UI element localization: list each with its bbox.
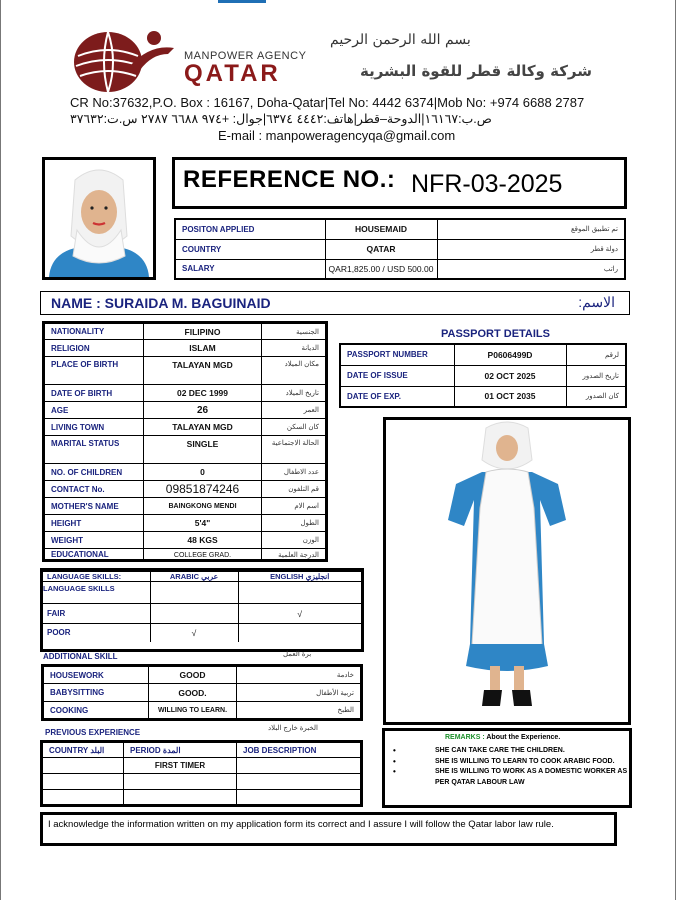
education-label: EDUCATIONAL: [44, 549, 144, 561]
poor-english-check: [238, 624, 361, 642]
nationality-value: FILIPINO: [144, 323, 262, 340]
expiry-date-arabic: كان الصدور: [566, 386, 626, 407]
weight-arabic: الوزن: [262, 532, 327, 549]
poor-arabic-check: √: [150, 624, 238, 642]
age-label: AGE: [44, 402, 144, 419]
table-row: [340, 344, 626, 365]
name-bar: [40, 291, 630, 315]
birthplace-arabic: مكان الميلاد: [262, 357, 327, 385]
issue-date-label: DATE OF ISSUE: [340, 365, 454, 386]
passport-number-label: PASSPORT NUMBER: [340, 344, 454, 365]
issue-date-arabic: تاريخ الصدور: [566, 365, 626, 386]
table-row: [44, 532, 327, 549]
position-table: [174, 218, 626, 280]
bismillah-text: بسم الله الرحمن الرحيم: [330, 32, 471, 48]
height-arabic: الطول: [262, 515, 327, 532]
table-row: [175, 219, 625, 239]
country-column-header: COUNTRY البلد: [42, 742, 124, 758]
country-label: COUNTRY: [175, 239, 325, 259]
table-row: [42, 774, 362, 790]
remarks-box: [382, 728, 632, 808]
additional-skill-label: ADDITIONAL SKILL: [43, 652, 118, 661]
table-row: [44, 515, 327, 532]
table-row: [340, 386, 626, 407]
housework-label: HOUSEWORK: [43, 666, 149, 684]
agency-email: E-mail : manpoweragencyqa@gmail.com: [218, 128, 456, 143]
applicant-name: NAME : SURAIDA M. BAGUINAID: [51, 295, 271, 311]
language-sub-english: [238, 582, 361, 604]
arabic-column-header: ARABIC عربي: [150, 572, 238, 582]
contact-line-arabic: ص.ب:١٦١٦٧|الدوحة–قطر|هاتف:٤٤٤٢ ٦٣٧٤|جوال: +٩٧٤ ٦٦٨٨ ٢٧٨٧ س.ت:٣٧٦٣٢: [70, 112, 492, 126]
language-skills-box: [40, 568, 364, 652]
additional-skill-table: [41, 664, 363, 721]
table-row: [43, 572, 361, 582]
agency-arabic-title: شركة وكالة قطر للقوة البشرية: [360, 62, 592, 80]
dob-value: 02 DEC 1999: [144, 385, 262, 402]
children-label: NO. OF CHILDREN: [44, 464, 144, 481]
language-header-label: LANGUAGE SKILLS:: [43, 572, 150, 582]
table-row: [44, 340, 327, 357]
marital-label: MARITAL STATUS: [44, 436, 144, 464]
experience-cell: [124, 790, 237, 806]
table-row: [175, 239, 625, 259]
housework-arabic: خادمة: [237, 666, 362, 684]
remarks-title: [445, 734, 560, 741]
mother-label: MOTHER'S NAME: [44, 498, 144, 515]
experience-cell: [237, 790, 362, 806]
list-item: • SHE IS WILLING TO LEARN TO COOK ARABIC FOOD.: [393, 757, 631, 768]
nationality-arabic: الجنسية: [262, 323, 327, 340]
period-column-header: PERIOD المدة: [124, 742, 237, 758]
table-row: [44, 498, 327, 515]
religion-value: ISLAM: [144, 340, 262, 357]
living-town-arabic: كان السكن: [262, 419, 327, 436]
mother-value: BAINGKONG MENDI: [144, 498, 262, 515]
height-value: 5'4": [144, 515, 262, 532]
language-table: [43, 571, 361, 642]
babysitting-arabic: تربية الأطفال: [237, 684, 362, 702]
fair-arabic-check: [150, 604, 238, 624]
birthplace-label: PLACE OF BIRTH: [44, 357, 144, 385]
agency-logo-icon: [70, 26, 180, 96]
table-row: [43, 582, 361, 604]
age-value: 26: [144, 402, 262, 419]
salary-label: SALARY: [175, 259, 325, 279]
table-row: [44, 323, 327, 340]
passport-table: [339, 343, 627, 408]
table-row: [43, 666, 362, 684]
remarks-title-rest: About the Experience.: [484, 734, 561, 741]
fair-label: FAIR: [43, 604, 150, 624]
expiry-date-value: 01 OCT 2035: [454, 386, 566, 407]
country-value: QATAR: [325, 239, 437, 259]
experience-cell: [42, 758, 124, 774]
list-item: • SHE CAN TAKE CARE THE CHILDREN.: [393, 746, 631, 757]
table-row: [44, 419, 327, 436]
contact-value: 09851874246: [144, 481, 262, 498]
religion-arabic: الديانة: [262, 340, 327, 357]
housework-value: GOOD: [149, 666, 237, 684]
poor-label: POOR: [43, 624, 150, 642]
babysitting-value: GOOD.: [149, 684, 237, 702]
reference-box: [172, 157, 627, 209]
table-row: [42, 758, 362, 774]
living-town-label: LIVING TOWN: [44, 419, 144, 436]
marital-arabic: الحالة الاجتماعية: [262, 436, 327, 464]
first-timer-value: FIRST TIMER: [124, 758, 237, 774]
country-arabic: دولة قطر: [437, 239, 625, 259]
agency-big-title: QATAR: [184, 60, 281, 87]
position-label: POSITON APPLIED: [175, 219, 325, 239]
education-value: COLLEGE GRAD.: [144, 549, 262, 561]
education-arabic: الدرجة العلمية: [262, 549, 327, 561]
table-row: [42, 790, 362, 806]
experience-cell: [124, 774, 237, 790]
reference-label: REFERENCE NO.:: [183, 166, 396, 193]
previous-experience-label: PREVIOUS EXPERIENCE: [45, 728, 141, 737]
salary-value: QAR1,825.00 / USD 500.00: [325, 259, 437, 279]
acknowledgement-box: [40, 812, 617, 846]
experience-table: [40, 740, 363, 807]
remarks-list: [393, 746, 631, 788]
table-row: [43, 624, 361, 642]
babysitting-label: BABYSITTING: [43, 684, 149, 702]
height-label: HEIGHT: [44, 515, 144, 532]
applicant-photo-small: [42, 157, 156, 280]
issue-date-value: 02 OCT 2025: [454, 365, 566, 386]
contact-label: CONTACT No.: [44, 481, 144, 498]
applicant-full-body-icon: [386, 420, 628, 722]
table-row: [175, 259, 625, 279]
contact-arabic: قم التلفون: [262, 481, 327, 498]
table-row: [43, 702, 362, 720]
cooking-arabic: الطبخ: [237, 702, 362, 720]
table-row: [44, 385, 327, 402]
marital-value: SINGLE: [144, 436, 262, 464]
table-row: [340, 365, 626, 386]
remarks-title-green: REMARKS :: [445, 734, 485, 741]
additional-skill-arabic: برة العمل: [283, 651, 312, 658]
position-arabic: تم تطبيق الموقع: [437, 219, 625, 239]
religion-label: RELIGION: [44, 340, 144, 357]
fair-english-check: √: [238, 604, 361, 624]
living-town-value: TALAYAN MGD: [144, 419, 262, 436]
dob-arabic: تاريخ الميلاد: [262, 385, 327, 402]
contact-line-english: CR No:37632,P.O. Box : 16167, Doha-Qatar|Tel No: 4442 6374|Mob No: +974 6688 2787: [70, 95, 585, 110]
table-row: [43, 684, 362, 702]
position-value: HOUSEMAID: [325, 219, 437, 239]
list-item: • SHE IS WILLING TO WORK AS A DOMESTIC WORKER AS PER QATAR LABOUR LAW: [393, 767, 631, 788]
experience-cell: [42, 790, 124, 806]
passport-number-arabic: لرقم: [566, 344, 626, 365]
table-row: [44, 357, 327, 385]
passport-title: PASSPORT DETAILS: [441, 328, 550, 340]
applicant-photo-full: [383, 417, 631, 725]
dob-label: DATE OF BIRTH: [44, 385, 144, 402]
nationality-label: NATIONALITY: [44, 323, 144, 340]
cooking-label: COOKING: [43, 702, 149, 720]
applicant-portrait-icon: [45, 160, 153, 277]
previous-experience-arabic: الخبرة خارج البلاد: [268, 725, 318, 732]
weight-value: 48 KGS: [144, 532, 262, 549]
children-value: 0: [144, 464, 262, 481]
experience-cell: [237, 758, 362, 774]
mother-arabic: اسم الام: [262, 498, 327, 515]
table-row: [44, 549, 327, 561]
table-row: [42, 742, 362, 758]
agency-small-title: MANPOWER AGENCY: [184, 50, 307, 62]
salary-arabic: راتب: [437, 259, 625, 279]
weight-label: WEIGHT: [44, 532, 144, 549]
experience-cell: [237, 774, 362, 790]
language-sub-arabic: [150, 582, 238, 604]
top-accent-line: [218, 0, 266, 3]
acknowledgement-text: I acknowledge the information written on my application form its correct and I assure I will follow the Qatar labor law rule.: [48, 819, 554, 830]
table-row: [43, 604, 361, 624]
passport-number-value: P0606499D: [454, 344, 566, 365]
experience-cell: [42, 774, 124, 790]
table-row: [44, 464, 327, 481]
birthplace-value: TALAYAN MGD: [144, 357, 262, 385]
applicant-name-arabic: الاسم:: [578, 294, 615, 310]
age-arabic: العمر: [262, 402, 327, 419]
children-arabic: عدد الاطفال: [262, 464, 327, 481]
table-row: [44, 481, 327, 498]
reference-value: NFR-03-2025: [411, 170, 563, 198]
table-row: [44, 436, 327, 464]
table-row: [44, 402, 327, 419]
cooking-value: WILLING TO LEARN.: [149, 702, 237, 720]
expiry-date-label: DATE OF EXP.: [340, 386, 454, 407]
job-column-header: JOB DESCRIPTION: [237, 742, 362, 758]
english-column-header: ENGLISH انجليزي: [238, 572, 361, 582]
language-sub-label: LANGUAGE SKILLS: [43, 582, 150, 604]
personal-info-table: [42, 321, 328, 562]
